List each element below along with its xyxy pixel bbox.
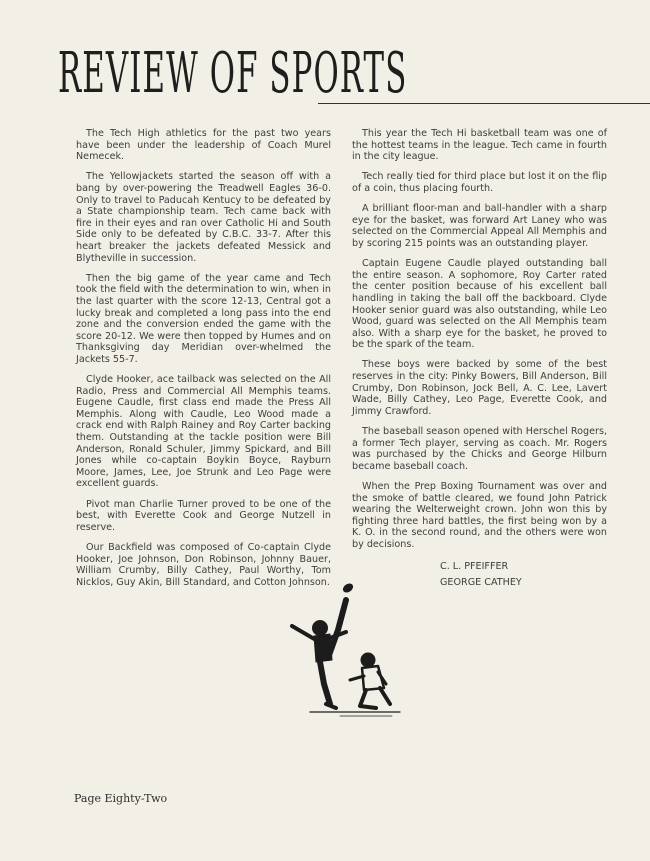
article-paragraph: The baseball season opened with Herschel Rogers, a former Tech player, serving as coach. Mr. Rogers was purchased by the Chicks and George Hilburn became baseball coach. (352, 426, 607, 472)
title-rule (318, 103, 650, 104)
page-title: REVIEW OF SPORTS (58, 41, 408, 106)
article-paragraph: Then the big game of the year came and Tech took the field with the determination to win, when in the last quarter with the score 12-13, Central got a lucky break and completed a long pass into the end zone and the conversion ended the game with the score 20-12. We were then topped by Humes and on Thanksgiving day Meridian over-whelmed the Jackets 55-7. (76, 272, 331, 365)
article-paragraph: The Tech High athletics for the past two years have been under the leadership of Coach Murel Nemecek. (76, 128, 331, 163)
author-name: GEORGE CATHEY (440, 577, 522, 589)
article-paragraph: Our Backfield was composed of Co-captain Clyde Hooker, Joe Johnson, Don Robinson, Johnny Bauer, William Crumby, Billy Cathey, Paul Worthy, Tom Nicklos, Guy Akin, Bill Standard, and Cotton Johnson. (76, 541, 331, 588)
left-column (76, 128, 331, 597)
article-paragraph: Captain Eugene Caudle played outstanding ball the entire season. A sophomore, Roy Carter rated the center position because of his excellent ball handling in taking the ball off the backboard. Clyde Hooker senior guard was also outstanding, while Leo Wood, guard was selected on the All Memphis team also. With a sharp eye for the basket, he proved to be the spark of the team. (352, 258, 607, 351)
article-paragraph: Clyde Hooker, ace tailback was selected on the All Radio, Press and Commercial All Memphis teams. Eugene Caudle, first class end made the Press All Memphis. Along with Caudle, Leo Wood made a crack end with Ralph Rainey and Roy Carter backing them. Outstanding at the tackle position were Bill Anderson, Ronald Schuler, Jimmy Spickard, and Bill Jones while co-captain Boykin Boyce, Rayburn Moore, James, Lee, Joe Strunk and Leo Page were excellent guards. (76, 374, 331, 490)
football-kicker-and-holder-icon (280, 580, 408, 720)
article-paragraph: This year the Tech Hi basketball team was one of the hottest teams in the league. Tech came in fourth in the city league. (352, 128, 607, 163)
article-paragraph: A brilliant floor-man and ball-handler with a sharp eye for the basket, was forward Art Laney who was selected on the Commercial Appeal All Memphis and by scoring 215 points was an outstanding player. (352, 203, 607, 249)
right-column (352, 128, 607, 591)
article-paragraph: When the Prep Boxing Tournament was over and the smoke of battle cleared, we found John Patrick wearing the Welterweight crown. John won this by fighting three hard battles, the first being won by a K. O. in the second round, and the others were won by decisions. (352, 481, 607, 550)
article-paragraph: Pivot man Charlie Turner proved to be one of the best, with Everette Cook and George Nutzell in reserve. (76, 498, 331, 533)
article-paragraph: These boys were backed by some of the best reserves in the city: Pinky Bowers, Bill Anderson, Bill Crumby, Don Robinson, Jock Bell, A. C. Lee, Lavert Wade, Billy Cathey, Leo Page, Everette Cook, and Jimmy Crawford. (352, 359, 607, 417)
author-name: C. L. PFEIFFER (440, 561, 509, 573)
author-signature (440, 559, 607, 591)
page-number: Page Eighty-Two (74, 792, 168, 805)
article-paragraph: The Yellowjackets started the season off with a bang by over-powering the Treadwell Eagles 36-0. Only to travel to Paducah Kentucy to be defeated by a State championship team. Tech came back with fire in their eyes and ran over Catholic Hi and South Side only to be defeated by C.B.C. 33-7. After this heart breaker the jackets defeated Messick and Blytheville in succession. (76, 171, 331, 264)
article-paragraph: Tech really tied for third place but lost it on the flip of a coin, thus placing fourth. (352, 171, 607, 194)
